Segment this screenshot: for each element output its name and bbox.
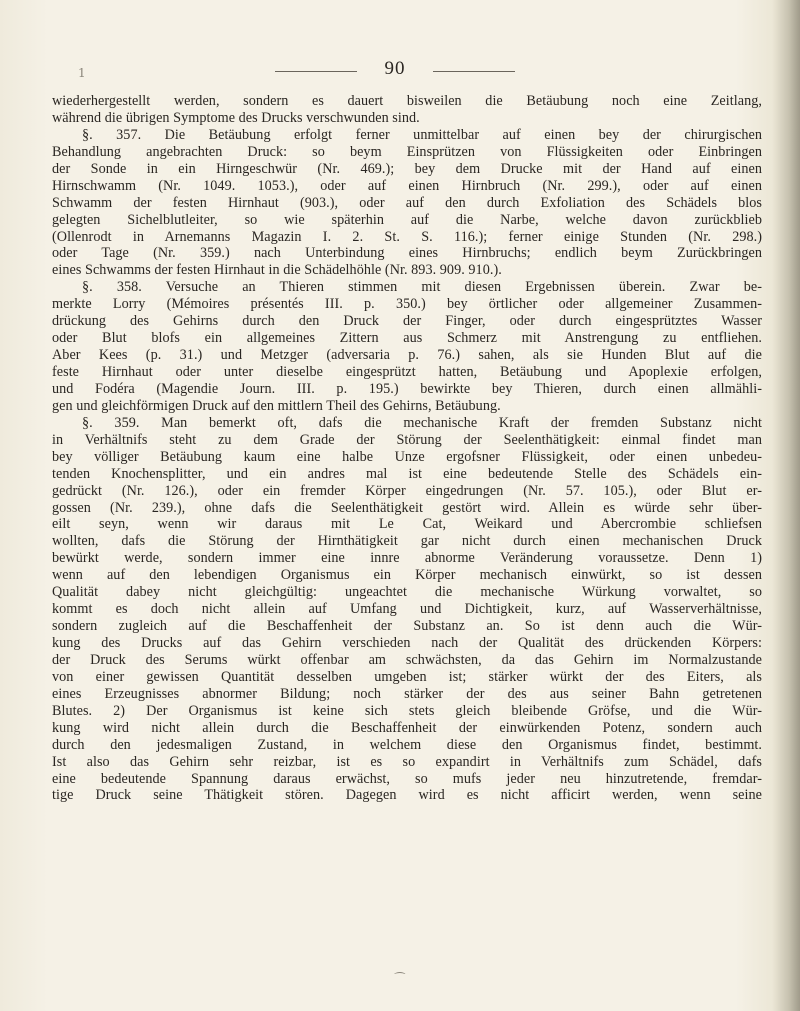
text-line: gen und gleichförmigen Druck auf den mittlern Theil des Gehirns, Betäubung. (52, 397, 501, 414)
text-line: (Ollenrodt in Arnemanns Magazin I. 2. St. S. 116.); ferner einige Stunden (Nr. 298.) (52, 228, 762, 245)
text-line: eilt seyn, wenn wir daraus mit Le Cat, Weikard und Abercrombie schliefsen (52, 516, 762, 533)
text-line: kung des Drucks auf das Gehirn verschieden nach der Qualität des drückenden Körpers: (52, 635, 762, 651)
text-line: oder Blut blofs ein allgemeines Zittern aus Schmerz mit Anstrengung zu entfliehen. (52, 330, 762, 347)
margin-mark: 1 (78, 66, 86, 80)
text-line: §. 358. Versuche an Thieren stimmen mit diesen Ergebnissen überein. Zwar be- (82, 279, 762, 296)
header-rule-right (433, 71, 515, 72)
text-line: §. 359. Man bemerkt oft, dafs die mechanische Kraft der fremden Substanz nicht (82, 414, 762, 431)
text-line: §. 357. Die Betäubung erfolgt ferner unmittelbar auf einen bey der chirurgischen (82, 126, 762, 143)
text-line: wenn auf den lebendigen Organismus ein Körper mechanisch einwürkt, so ist dessen (52, 567, 762, 584)
text-line: kung wird nicht allein durch die Beschaffenheit der einwürkenden Potenz, sondern auch (52, 719, 762, 736)
text-line: gedrückt (Nr. 126.), oder ein fremder Körper eingedrungen (Nr. 57. 105.), oder Blut er- (52, 482, 762, 499)
page-binding-shadow (772, 0, 800, 1011)
text-line: oder Tage (Nr. 359.) nach Unterbindung eines Hirnbruchs; endlich beym Zurückbringen (52, 245, 762, 262)
text-line: sondern zugleich auf die Beschaffenheit der Substanz an. So ist denn auch die Wür- (52, 618, 762, 635)
text-line: durch den jedesmaligen Zustand, in welchem diese den Organismus findet, bestimmt. (52, 736, 762, 753)
text-line: wollten, dafs die Störung der Hirnthätigkeit gar nicht durch einen mechanischen Druck (52, 533, 762, 550)
text-line: bey völliger Betäubung kaum eine halbe Unze ergofsner Flüssigkeit, oder einen unbedeu- (52, 448, 762, 465)
text-line: Blutes. 2) Der Organismus ist keine sich stets gleich bleibende Gröfse, und die Wür- (52, 702, 762, 719)
text-line: der Druck des Serums würkt offenbar am schwächsten, da das Gehirn im Normalzustande (52, 651, 762, 668)
text-line: Behandlung angebrachten Druck: so beym Einsprützen von Flüssigkeiten oder Einbringen (52, 143, 762, 160)
text-line: wiederhergestellt werden, sondern es dauert bisweilen die Betäubung noch eine Zeitlang, (52, 93, 762, 109)
body-text (52, 93, 762, 804)
text-line: tenden Knochensplitter, und ein andres mal ist eine bedeutende Stelle des Schädels ein- (52, 465, 762, 482)
text-line: eines Schwamms der festen Hirnhaut in die Schädelhöhle (Nr. 893. 909. 910.). (52, 262, 502, 279)
text-line: drückung des Gehirns durch den Druck der Finger, oder durch eingesprütztes Wasser (52, 313, 762, 330)
text-line: während die übrigen Symptome des Drucks verschwunden sind. (52, 109, 420, 126)
text-line: feste Hirnhaut oder unter dieselbe eingesprützt hatten, Betäubung und Apoplexie erfolgen, (52, 364, 762, 380)
text-line: tige Druck seine Thätigkeit stören. Dagegen wird es nicht afficirt werden, wenn seine (52, 787, 762, 804)
text-line: Qualität dabey nicht gleichgültig: ungeachtet die mechanische Würkung vorwaltet, so (52, 584, 762, 601)
text-line: bewürkt werde, sondern immer eine innre abnorme Veränderung voraussetze. Denn 1) (52, 550, 762, 567)
page-number: 90 (384, 58, 406, 79)
bottom-mark: ⁀ (395, 972, 405, 986)
text-line: eines Erzeugnisses abnormer Bildung; noch stärker der des aus seiner Bahn getretenen (52, 685, 762, 702)
text-line: von einer gewissen Quantität desselben umgeben ist; stärker würkt der des Eiters, als (52, 668, 762, 685)
text-line: gelegten Sichelblutleiter, so wie späterhin auf die Narbe, welche davon zurückblieb (52, 211, 762, 228)
text-line: in Verhältnifs steht zu dem Grade der Störung der Seelenthätigkeit: einmal findet man (52, 431, 762, 448)
text-line: Schwamm der festen Hirnhaut (903.), oder auf den durch Exfoliation des Schädels blos (52, 194, 762, 211)
text-line: und Fodéra (Magendie Journ. III. p. 195.) bewirkte bey Thieren, durch einen allmähli- (52, 380, 762, 397)
text-line: Hirnschwamm (Nr. 1049. 1053.), oder auf einen Hirnbruch (Nr. 299.), oder auf einen (52, 177, 762, 194)
text-line: eine bedeutende Spannung daraus erwächst, so mufs jeder neu hinzutretende, fremdar- (52, 770, 762, 787)
page-header (275, 58, 515, 82)
text-line: der Sonde in ein Hirngeschwür (Nr. 469.); bey dem Drucke mit der Hand auf einen (52, 160, 762, 177)
text-line: merkte Lorry (Mémoires présentés III. p. 350.) bey örtlicher oder allgemeiner Zusammen- (52, 296, 762, 313)
text-line: Ist also das Gehirn sehr reizbar, ist es so expandirt in Verhältnifs zum Schädel, dafs (52, 753, 762, 770)
text-line: gossen (Nr. 239.), ohne dafs die Seelenthätigkeit gestört wird. Allein es würde sehr über- (52, 499, 762, 516)
text-line: kommt es doch nicht allein auf Umfang und Dichtigkeit, kurz, auf Wasserverhältnisse, (52, 601, 762, 618)
text-line: Aber Kees (p. 31.) und Metzger (adversaria p. 76.) sahen, als sie Hunden Blut auf die (52, 347, 762, 364)
